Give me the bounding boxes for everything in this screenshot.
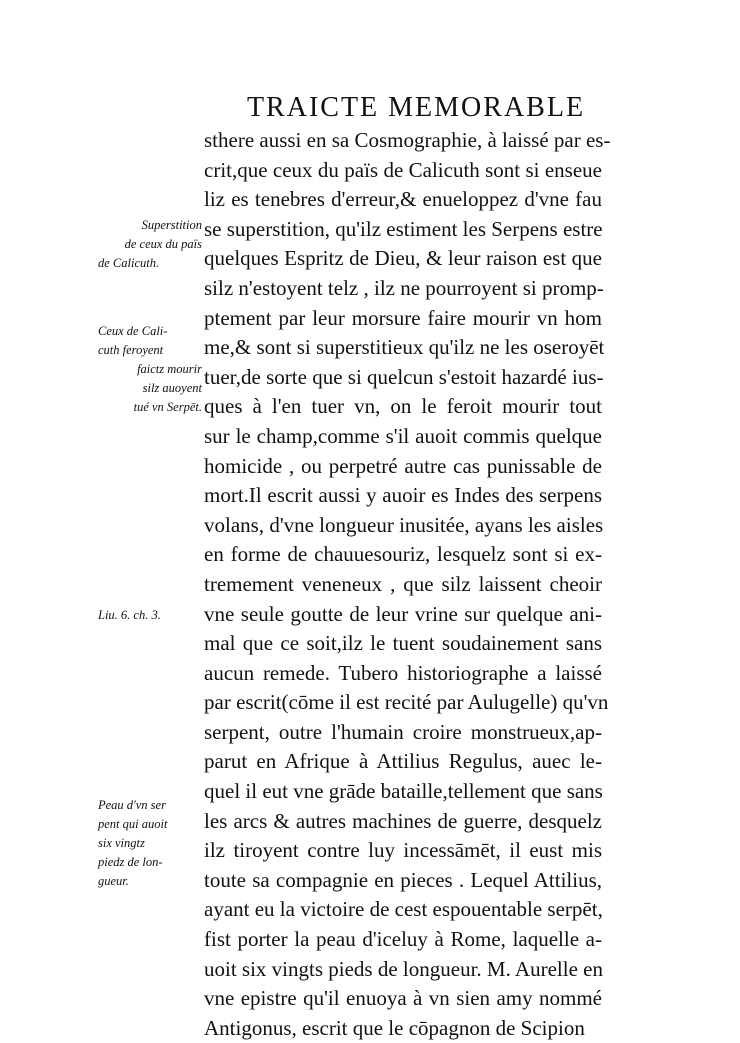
body-text-line: toute sa compagnie en pieces . Lequel Attilius, bbox=[204, 867, 602, 892]
body-text-line: sthere aussi en sa Cosmographie, à laissé par es- bbox=[204, 128, 611, 152]
body-text-line: en forme de chauuesouriz, lesquelz sont si ex- bbox=[204, 542, 602, 567]
body-text-line: les arcs & autres machines de guerre, desquelz bbox=[204, 808, 602, 833]
marginal-note-reference bbox=[98, 606, 202, 625]
marginal-note-line: Superstition bbox=[141, 218, 202, 232]
body-text-line: quelques Espritz de Dieu, & leur raison est que bbox=[204, 246, 602, 271]
body-text-line: volans, d'vne longueur inusitée, ayans les aisles bbox=[204, 512, 604, 537]
body-text-line: vne epistre qu'il enuoya à vn sien amy nommé bbox=[204, 986, 602, 1011]
body-text-line: ptement par leur morsure faire mourir vn hom bbox=[204, 305, 602, 330]
body-text-line: par escrit(cōme il est recité par Aulugelle) qu'vn bbox=[204, 690, 609, 715]
body-text-line: aucun remede. Tubero historiographe a laissé bbox=[204, 660, 602, 685]
body-text-line: me,& sont si superstitieux qu'ilz ne les oseroyēt bbox=[204, 335, 605, 360]
body-text-line: silz n'estoyent telz , ilz ne pourroyent si promp- bbox=[204, 275, 604, 300]
body-text-line: tuer,de sorte que si quelcun s'estoit hazardé ius- bbox=[204, 364, 604, 389]
body-text-block bbox=[204, 126, 611, 1043]
marginal-note-line: Liu. 6. ch. 3. bbox=[98, 608, 161, 622]
body-text-line: fist porter la peau d'iceluy à Rome, laquelle a- bbox=[204, 927, 602, 952]
body-text-line: Antigonus, escrit que le cōpagnon de Scipion bbox=[204, 1015, 585, 1040]
body-text-line: liz es tenebres d'erreur,& enueloppez d'vne fau bbox=[204, 187, 602, 212]
marginal-note-line: de Calicuth. bbox=[98, 256, 160, 270]
body-text-line: mal que ce soit,ilz le tuent soudainement sans bbox=[204, 631, 602, 656]
body-text-line: tremement veneneux , que silz laissent cheoir bbox=[204, 571, 602, 596]
marginal-note-line: de ceux du païs bbox=[124, 237, 202, 251]
marginal-note-line: silz auoyent bbox=[142, 381, 202, 395]
body-text-line: ques à l'en tuer vn, on le feroit mourir tout bbox=[204, 394, 602, 419]
body-text-line: vne seule goutte de leur vrine sur quelque ani- bbox=[204, 601, 602, 626]
marginal-note-line: Peau d'vn ser bbox=[98, 798, 166, 812]
marginal-note-line: piedz de lon- bbox=[98, 855, 163, 869]
marginal-note-calicuth bbox=[98, 322, 202, 417]
body-text-line: sur le champ,comme s'il auoit commis quelque bbox=[204, 423, 602, 448]
body-text-line: uoit six vingts pieds de longueur. M. Aurelle en bbox=[204, 956, 603, 981]
marginal-note-line: Ceux de Cali- bbox=[98, 324, 168, 338]
body-text-line: ilz tiroyent contre luy incessāmēt, il eust mis bbox=[204, 838, 602, 863]
body-text-line: se superstition, qu'ilz estiment les Serpens estre bbox=[204, 216, 603, 241]
marginal-note-line: pent qui auoit bbox=[98, 817, 168, 831]
body-text-line: quel il eut vne grāde bataille,tellement que sans bbox=[204, 779, 603, 804]
body-text-line: mort.Il escrit aussi y auoir es Indes des serpens bbox=[204, 483, 602, 508]
marginal-note-serpent-skin bbox=[98, 796, 202, 891]
marginal-note-superstition bbox=[98, 216, 202, 273]
marginal-note-line: cuth feroyent bbox=[98, 343, 164, 357]
body-text-line: homicide , ou perpetré autre cas punissable de bbox=[204, 453, 602, 478]
marginal-note-line: tué vn Serpēt. bbox=[133, 400, 202, 414]
marginal-note-line: faictz mourir bbox=[137, 362, 202, 376]
body-text-line: serpent, outre l'humain croire monstrueux,ap- bbox=[204, 719, 602, 744]
running-head: TRAICTE MEMORABLE bbox=[246, 92, 586, 123]
body-text-line: parut en Afrique à Attilius Regulus, auec le- bbox=[204, 749, 602, 774]
body-text-line: crit,que ceux du païs de Calicuth sont si enseue bbox=[204, 157, 602, 182]
marginal-note-line: gueur. bbox=[98, 874, 129, 888]
body-text-line: ayant eu la victoire de cest espouentable serpēt, bbox=[204, 897, 603, 922]
marginal-note-line: six vingtz bbox=[98, 836, 145, 850]
